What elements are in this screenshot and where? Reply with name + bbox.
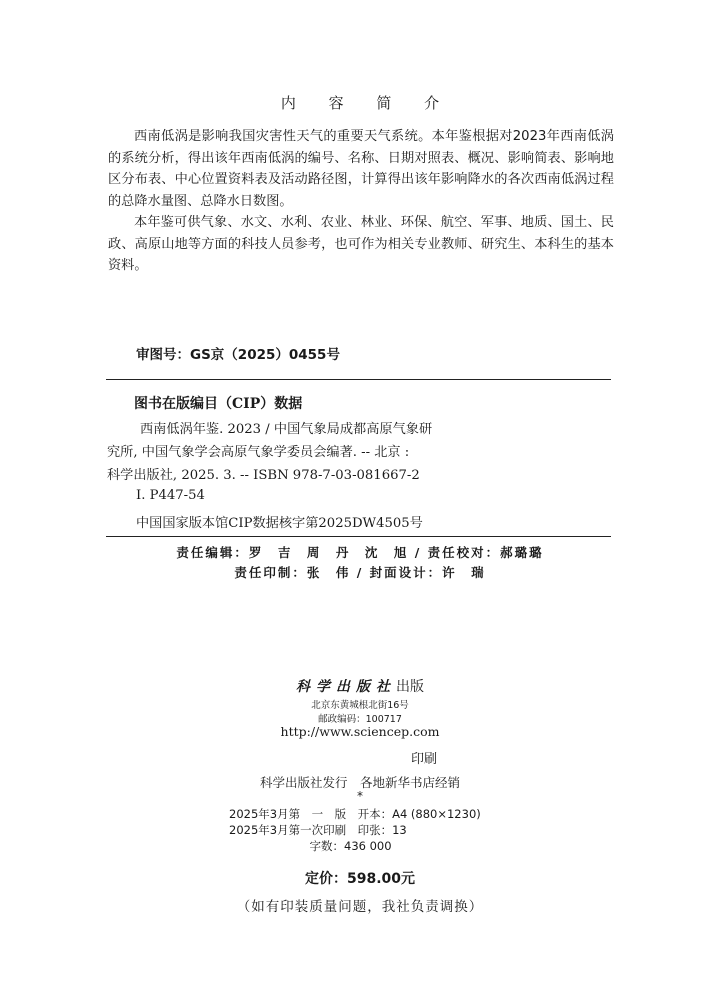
publisher-url: http://www.sciencep.com: [280, 724, 440, 739]
intro-paragraph: 西南低涡是影响我国灾害性天气的重要天气系统。本年鉴根据对2023年西南低涡的系统分析，得出该年西南低涡的编号、名称、日期对照表、概况、影响简表、影响地区分布表、中心位置资料表及活动路径图，计算得出该年影响降水的各次西南低涡过程的总降水量图、总降水日数图。: [108, 129, 614, 209]
map-review-number: 审图号：GS京（2025）0455号: [136, 347, 340, 363]
publisher-postcode: 邮政编码：100717: [318, 714, 402, 725]
staff-line: 责任编辑：罗 吉 周 丹 沈 旭 / 责任校对：郝璐璐: [176, 545, 544, 560]
cip-line: 科学出版社, 2025. 3. -- ISBN 978-7-03-081667-2: [107, 468, 420, 483]
printer-label: 印刷: [411, 752, 438, 767]
cip-title: 图书在版编目（CIP）数据: [134, 396, 303, 412]
intro-paragraph: 本年鉴可供气象、水文、水利、农业、林业、环保、航空、军事、地质、国土、民政、高原山地等方面的科技人员参考，也可作为相关专业教师、研究生、本科生的基本资料。: [108, 215, 614, 273]
distribution-line: 科学出版社发行 各地新华书店经销: [259, 775, 460, 790]
staff-line: 责任印制：张 伟 / 封面设计：许 瑞: [234, 565, 486, 580]
edition-line: 字数：436 000: [229, 839, 392, 853]
cip-line: 西南低涡年鉴. 2023 / 中国气象局成都高原气象研: [140, 422, 433, 437]
intro-body: [108, 126, 614, 277]
cip-line: 中国国家版本馆CIP数据核字第2025DW4505号: [136, 516, 423, 531]
cip-line: I. P447-54: [136, 488, 205, 503]
quality-notice: （如有印装质量问题，我社负责调换）: [236, 899, 484, 915]
cip-top-divider: [106, 379, 611, 380]
edition-line: 2025年3月第一次印刷 印张：13: [229, 823, 407, 837]
cip-line: 究所, 中国气象学会高原气象学委员会编著. -- 北京 :: [107, 445, 410, 460]
edition-line: 2025年3月第 一 版 开本：A4 (880×1230): [229, 807, 481, 821]
publisher-name: 科学出版社: [296, 679, 396, 695]
intro-title: 内 容 简 介: [280, 94, 454, 112]
cip-bottom-divider: [106, 536, 611, 537]
publisher-heading: [0, 676, 720, 696]
price: 定价：598.00元: [304, 871, 416, 887]
publisher-suffix: 出版: [396, 679, 424, 695]
publisher-address: 北京东黄城根北街16号: [311, 700, 409, 711]
separator-star: *: [357, 789, 363, 803]
